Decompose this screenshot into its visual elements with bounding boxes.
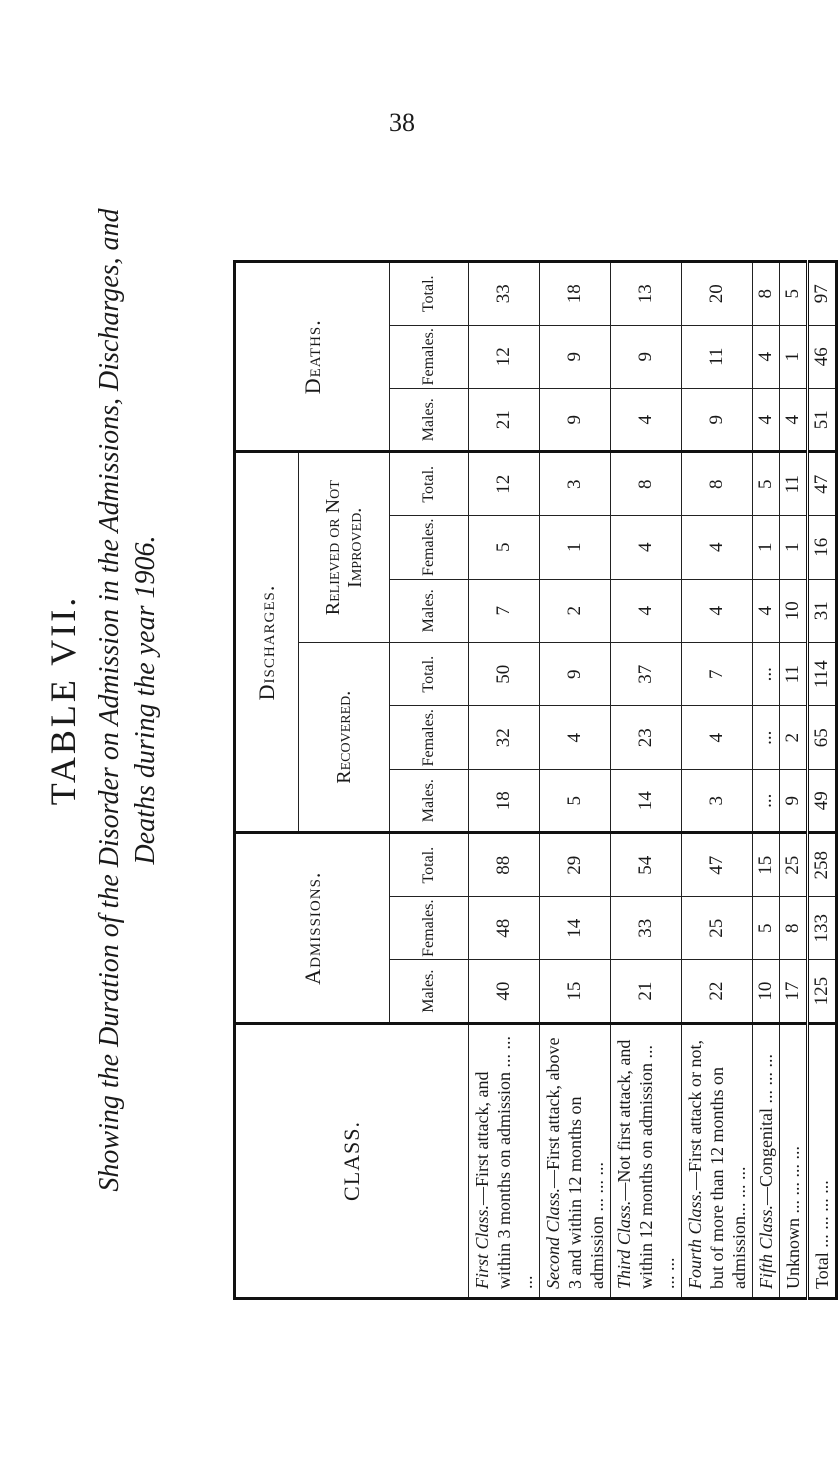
cell-adm-m: 40 bbox=[469, 960, 540, 1023]
cell-rec-f: 23 bbox=[611, 706, 682, 769]
cell-adm-m: 21 bbox=[611, 960, 682, 1023]
rel-total-header: Total. bbox=[390, 452, 469, 516]
table-row bbox=[469, 262, 540, 1299]
cell-adm-m: 10 bbox=[753, 960, 780, 1023]
cell-dth-m: 4 bbox=[780, 389, 808, 452]
cell-rel-f: 1 bbox=[540, 516, 611, 579]
cell-adm-t: 29 bbox=[540, 833, 611, 896]
data-table-wrapper bbox=[233, 260, 832, 1300]
table-row bbox=[682, 262, 753, 1299]
class-name: Fifth Class. bbox=[756, 1204, 776, 1289]
cell-rel-m: 10 bbox=[780, 579, 808, 642]
cell-rec-m: 5 bbox=[540, 769, 611, 832]
table-row bbox=[780, 262, 808, 1299]
cell-dth-m: 21 bbox=[469, 389, 540, 452]
cell-rel-f: 4 bbox=[611, 516, 682, 579]
row-label bbox=[753, 1023, 780, 1298]
cell-rec-m: ... bbox=[753, 769, 780, 832]
class-desc: —First attack, above 3 and within 12 months on admission ... ... ... bbox=[543, 1037, 607, 1289]
table-row bbox=[540, 262, 611, 1299]
total-rec-m: 49 bbox=[808, 769, 837, 832]
cell-rel-m: 2 bbox=[540, 579, 611, 642]
cell-adm-t: 47 bbox=[682, 833, 753, 896]
cell-rel-t: 8 bbox=[682, 452, 753, 516]
total-rel-t: 47 bbox=[808, 452, 837, 516]
rel-males-header: Males. bbox=[390, 579, 469, 642]
cell-dth-m: 4 bbox=[611, 389, 682, 452]
recovered-header: Recovered. bbox=[299, 643, 390, 833]
table-subtitle bbox=[92, 200, 164, 1200]
cell-rec-t: 7 bbox=[682, 643, 753, 706]
cell-rel-m: 4 bbox=[682, 579, 753, 642]
adm-total-header: Total. bbox=[390, 833, 469, 896]
total-rel-f: 16 bbox=[808, 516, 837, 579]
class-desc: —Not first attack, and within 12 months on admission ... ... ... bbox=[614, 1039, 678, 1289]
cell-adm-t: 54 bbox=[611, 833, 682, 896]
cell-rec-f: ... bbox=[753, 706, 780, 769]
rec-total-header: Total. bbox=[390, 643, 469, 706]
total-adm-m: 125 bbox=[808, 960, 837, 1023]
class-name: Second Class. bbox=[543, 1188, 563, 1289]
cell-rec-t: 50 bbox=[469, 643, 540, 706]
rec-females-header: Females. bbox=[390, 706, 469, 769]
total-rec-f: 65 bbox=[808, 706, 837, 769]
class-desc: —First attack, and within 3 months on admission ... ... ... bbox=[472, 1035, 536, 1289]
row-label bbox=[540, 1023, 611, 1298]
discharges-header: Discharges. bbox=[235, 452, 299, 833]
class-header: CLASS. bbox=[235, 1023, 469, 1298]
table-row bbox=[753, 262, 780, 1299]
cell-rel-t: 3 bbox=[540, 452, 611, 516]
table-heading bbox=[42, 200, 242, 1200]
row-label bbox=[611, 1023, 682, 1298]
class-name: First Class. bbox=[472, 1204, 492, 1289]
page-number: 38 bbox=[389, 108, 415, 137]
class-desc: Unknown ... ... ... ... bbox=[783, 1146, 803, 1289]
cell-dth-t: 20 bbox=[682, 262, 753, 326]
cell-rel-t: 8 bbox=[611, 452, 682, 516]
cell-dth-f: 9 bbox=[611, 325, 682, 388]
cell-rec-m: 3 bbox=[682, 769, 753, 832]
cell-dth-t: 8 bbox=[753, 262, 780, 326]
cell-dth-f: 1 bbox=[780, 325, 808, 388]
cell-adm-t: 25 bbox=[780, 833, 808, 896]
dth-males-header: Males. bbox=[390, 389, 469, 452]
cell-adm-m: 15 bbox=[540, 960, 611, 1023]
total-row bbox=[808, 262, 837, 1299]
cell-rel-m: 7 bbox=[469, 579, 540, 642]
cell-adm-m: 22 bbox=[682, 960, 753, 1023]
subtitle-line-1: Showing the Duration of the Disorder on Admission in the Admissions, Discharges, and bbox=[94, 208, 125, 1192]
total-dth-t: 97 bbox=[808, 262, 837, 326]
class-name: Third Class. bbox=[614, 1200, 634, 1289]
cell-rel-t: 5 bbox=[753, 452, 780, 516]
cell-dth-m: 9 bbox=[682, 389, 753, 452]
cell-rec-m: 14 bbox=[611, 769, 682, 832]
cell-rel-m: 4 bbox=[753, 579, 780, 642]
cell-rec-t: ... bbox=[753, 643, 780, 706]
cell-rec-f: 32 bbox=[469, 706, 540, 769]
cell-dth-t: 18 bbox=[540, 262, 611, 326]
cell-rel-f: 1 bbox=[780, 516, 808, 579]
subtitle-line-2: Deaths during the year 1906. bbox=[130, 535, 161, 865]
cell-rec-f: 4 bbox=[682, 706, 753, 769]
cell-adm-t: 15 bbox=[753, 833, 780, 896]
cell-rec-t: 11 bbox=[780, 643, 808, 706]
table-row bbox=[611, 262, 682, 1299]
cell-rec-f: 4 bbox=[540, 706, 611, 769]
table-title: TABLE VII. bbox=[43, 594, 83, 806]
cell-adm-m: 17 bbox=[780, 960, 808, 1023]
cell-dth-t: 13 bbox=[611, 262, 682, 326]
cell-dth-m: 9 bbox=[540, 389, 611, 452]
deaths-header: Deaths. bbox=[235, 262, 390, 452]
dth-females-header: Females. bbox=[390, 325, 469, 388]
cell-adm-f: 25 bbox=[682, 896, 753, 959]
cell-adm-f: 14 bbox=[540, 896, 611, 959]
row-label bbox=[469, 1023, 540, 1298]
rec-males-header: Males. bbox=[390, 769, 469, 832]
cell-rec-m: 18 bbox=[469, 769, 540, 832]
total-label: Total ... ... ... ... bbox=[808, 1023, 837, 1298]
adm-females-header: Females. bbox=[390, 896, 469, 959]
cell-dth-f: 12 bbox=[469, 325, 540, 388]
duration-table bbox=[233, 260, 838, 1300]
total-rec-t: 114 bbox=[808, 643, 837, 706]
cell-dth-t: 5 bbox=[780, 262, 808, 326]
row-label bbox=[780, 1023, 808, 1298]
cell-adm-t: 88 bbox=[469, 833, 540, 896]
admissions-header: Admissions. bbox=[235, 833, 390, 1023]
row-label bbox=[682, 1023, 753, 1298]
class-desc: —Congenital ... ... ... bbox=[756, 1053, 776, 1205]
class-desc: —First attack or not, but of more than 12 months on admission... ... ... bbox=[685, 1039, 749, 1289]
total-dth-m: 51 bbox=[808, 389, 837, 452]
cell-adm-f: 48 bbox=[469, 896, 540, 959]
cell-rel-f: 1 bbox=[753, 516, 780, 579]
cell-adm-f: 8 bbox=[780, 896, 808, 959]
cell-dth-f: 11 bbox=[682, 325, 753, 388]
total-adm-f: 133 bbox=[808, 896, 837, 959]
cell-adm-f: 33 bbox=[611, 896, 682, 959]
cell-rel-t: 11 bbox=[780, 452, 808, 516]
total-rel-m: 31 bbox=[808, 579, 837, 642]
rel-females-header: Females. bbox=[390, 516, 469, 579]
total-dth-f: 46 bbox=[808, 325, 837, 388]
class-name: Fourth Class. bbox=[685, 1189, 705, 1289]
cell-rel-m: 4 bbox=[611, 579, 682, 642]
cell-adm-f: 5 bbox=[753, 896, 780, 959]
cell-dth-t: 33 bbox=[469, 262, 540, 326]
cell-rec-m: 9 bbox=[780, 769, 808, 832]
adm-males-header: Males. bbox=[390, 960, 469, 1023]
cell-rel-t: 12 bbox=[469, 452, 540, 516]
cell-dth-f: 4 bbox=[753, 325, 780, 388]
cell-rec-t: 9 bbox=[540, 643, 611, 706]
cell-dth-f: 9 bbox=[540, 325, 611, 388]
dth-total-header: Total. bbox=[390, 262, 469, 326]
relieved-header: Relieved or Not Improved. bbox=[299, 452, 390, 643]
cell-rel-f: 4 bbox=[682, 516, 753, 579]
cell-rec-t: 37 bbox=[611, 643, 682, 706]
cell-rec-f: 2 bbox=[780, 706, 808, 769]
cell-dth-m: 4 bbox=[753, 389, 780, 452]
cell-rel-f: 5 bbox=[469, 516, 540, 579]
total-adm-t: 258 bbox=[808, 833, 837, 896]
